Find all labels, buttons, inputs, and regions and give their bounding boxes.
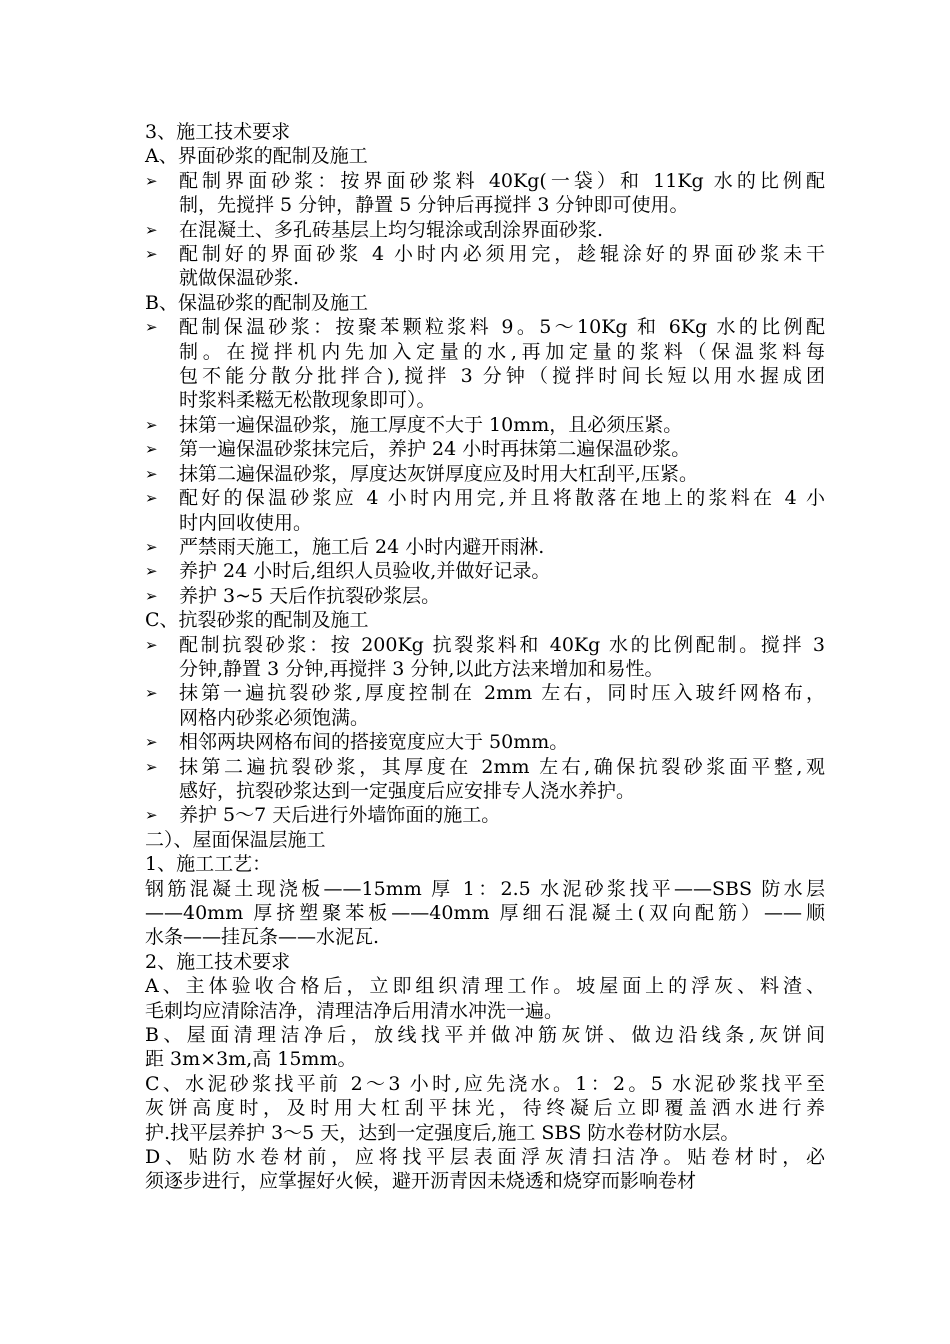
text-line: 护.找平层养护 3～5 天，达到一定强度后,施工 SBS 防水卷材防水层。 <box>145 1121 740 1144</box>
paragraph <box>145 974 825 1023</box>
paragraph <box>145 950 825 974</box>
arrow-bullet-icon: ➢ <box>145 440 158 459</box>
text-line: 时内回收使用。 <box>179 511 313 534</box>
arrow-bullet-icon: ➢ <box>145 562 158 581</box>
text-line: D、贴防水卷材前，应将找平层表面浮灰清扫洁净。贴卷材时，必 <box>145 1146 825 1169</box>
paragraph <box>145 608 825 632</box>
text-line: 第一遍保温砂浆抹完后，养护 24 小时再抹第二遍保温砂浆。 <box>179 438 691 461</box>
text-line: 分钟,静置 3 分钟,再搅拌 3 分钟,以此方法来增加和易性。 <box>179 657 664 680</box>
text-line: 距 3m×3m,高 15mm。 <box>145 1048 357 1071</box>
text-line: 抹第一遍保温砂浆，施工厚度不大于 10mm，且必须压紧。 <box>179 413 683 436</box>
bullet-item <box>145 437 825 461</box>
text-line: 养护 5～7 天后进行外墙饰面的施工。 <box>179 804 501 827</box>
paragraph <box>145 852 825 876</box>
text-line: 就做保温砂浆. <box>179 267 300 290</box>
bullet-item <box>145 730 825 754</box>
arrow-bullet-icon: ➢ <box>145 757 158 776</box>
text-line: 包不能分散分批拌合),搅拌 3 分钟（搅拌时间长短以用水握成团 <box>179 365 825 388</box>
bullet-item <box>145 584 825 608</box>
arrow-bullet-icon: ➢ <box>145 586 158 605</box>
arrow-bullet-icon: ➢ <box>145 220 158 239</box>
text-line: 毛刺均应清除洁净，清理洁净后用清水冲洗一遍。 <box>145 999 564 1022</box>
paragraph <box>145 877 825 950</box>
arrow-bullet-icon: ➢ <box>145 318 158 337</box>
text-line: 抹第一遍抗裂砂浆,厚度控制在 2mm 左右，同时压入玻纤网格布， <box>179 682 825 705</box>
text-line: ——40mm 厚挤塑聚苯板——40mm 厚细石混凝土(双向配筋）——顺 <box>145 902 825 924</box>
text-line: 养护 24 小时后,组织人员验收,并做好记录。 <box>179 560 551 583</box>
arrow-bullet-icon: ➢ <box>145 733 158 752</box>
arrow-bullet-icon: ➢ <box>145 245 158 264</box>
text-line: 二）、屋面保温层施工 <box>145 828 326 851</box>
text-line: C、抗裂砂浆的配制及施工 <box>145 609 369 632</box>
text-line: 网格内砂浆必须饱满。 <box>179 706 370 729</box>
text-line: A、主体验收合格后，立即组织清理工作。坡屋面上的浮灰、料渣、 <box>145 975 825 998</box>
text-line: 配制保温砂浆：按聚苯颗粒浆料 9。5～10Kg 和 6Kg 水的比例配 <box>179 316 825 339</box>
paragraph <box>145 1072 825 1145</box>
bullet-item <box>145 315 825 413</box>
text-line: 配制抗裂砂浆：按 200Kg 抗裂浆料和 40Kg 水的比例配制。搅拌 3 <box>179 633 825 656</box>
bullet-item <box>145 486 825 535</box>
text-line: 制，先搅拌 5 分钟，静置 5 分钟后再搅拌 3 分钟即可使用。 <box>179 194 689 217</box>
text-line: 配制界面砂浆：按界面砂浆料 40Kg(一袋）和 11Kg 水的比例配 <box>179 169 825 192</box>
bullet-item <box>145 681 825 730</box>
arrow-bullet-icon: ➢ <box>145 537 158 556</box>
bullet-item <box>145 535 825 559</box>
arrow-bullet-icon: ➢ <box>145 684 158 703</box>
text-line: 抹第二遍抗裂砂浆，其厚度在 2mm 左右,确保抗裂砂浆面平整,观 <box>179 755 825 778</box>
text-line: 灰饼高度时，及时用大杠刮平抹光，待终凝后立即覆盖洒水进行养 <box>145 1097 825 1120</box>
bullet-item <box>145 242 825 291</box>
text-line: 感好，抗裂砂浆达到一定强度后应安排专人浇水养护。 <box>179 779 636 802</box>
bullet-item <box>145 633 825 682</box>
arrow-bullet-icon: ➢ <box>145 806 158 825</box>
text-line: 2、施工技术要求 <box>145 950 291 973</box>
text-line: 配制好的界面砂浆 4 小时内必须用完，趁辊涂好的界面砂浆未干 <box>179 243 825 266</box>
bullet-item <box>145 803 825 827</box>
paragraph <box>145 1145 825 1194</box>
arrow-bullet-icon: ➢ <box>145 415 158 434</box>
bullet-item <box>145 559 825 583</box>
paragraph <box>145 828 825 852</box>
bullet-item <box>145 462 825 486</box>
text-line: 配好的保温砂浆应 4 小时内用完,并且将散落在地上的浆料在 4 小 <box>179 487 825 510</box>
text-line: 水条——挂瓦条——水泥瓦. <box>145 926 380 949</box>
text-line: 1、施工工艺： <box>145 853 272 876</box>
text-line: 抹第二遍保温砂浆，厚度达灰饼厚度应及时用大杠刮平,压紧。 <box>179 462 699 485</box>
text-line: B、保温砂浆的配制及施工 <box>145 291 368 314</box>
paragraph <box>145 1023 825 1072</box>
arrow-bullet-icon: ➢ <box>145 464 158 483</box>
text-line: 时浆料柔糍无松散现象即可）。 <box>179 389 436 412</box>
text-line: C、水泥砂浆找平前 2～3 小时,应先浇水。1：2。5 水泥砂浆找平至 <box>145 1072 825 1095</box>
document-body <box>145 120 825 1194</box>
text-line: 严禁雨天施工，施工后 24 小时内避开雨淋. <box>179 535 545 558</box>
bullet-item <box>145 218 825 242</box>
text-line: B、屋面清理洁净后，放线找平并做冲筋灰饼、做边沿线条,灰饼间 <box>145 1024 825 1047</box>
bullet-item <box>145 755 825 804</box>
text-line: 制。在搅拌机内先加入定量的水,再加定量的浆料（保温浆料每 <box>179 340 825 363</box>
text-line: 须逐步进行，应掌握好火候，避开沥青因未烧透和烧穿而影响卷材 <box>145 1170 697 1193</box>
text-line: 相邻两块网格布间的搭接宽度应大于 50mm。 <box>179 731 569 754</box>
text-line: 3、施工技术要求 <box>145 121 291 143</box>
bullet-item <box>145 413 825 437</box>
arrow-bullet-icon: ➢ <box>145 489 158 508</box>
text-line: 养护 3~5 天后作抗裂砂浆层。 <box>179 584 441 607</box>
paragraph <box>145 144 825 168</box>
text-line: 在混凝土、多孔砖基层上均匀辊涂或刮涂界面砂浆. <box>179 218 604 241</box>
arrow-bullet-icon: ➢ <box>145 635 158 654</box>
bullet-item <box>145 169 825 218</box>
paragraph <box>145 120 825 144</box>
paragraph <box>145 291 825 315</box>
text-line: A、界面砂浆的配制及施工 <box>145 145 368 168</box>
text-line: 钢筋混凝土现浇板——15mm 厚 1：2.5 水泥砂浆找平——SBS 防水层 <box>145 877 825 900</box>
arrow-bullet-icon: ➢ <box>145 171 158 190</box>
